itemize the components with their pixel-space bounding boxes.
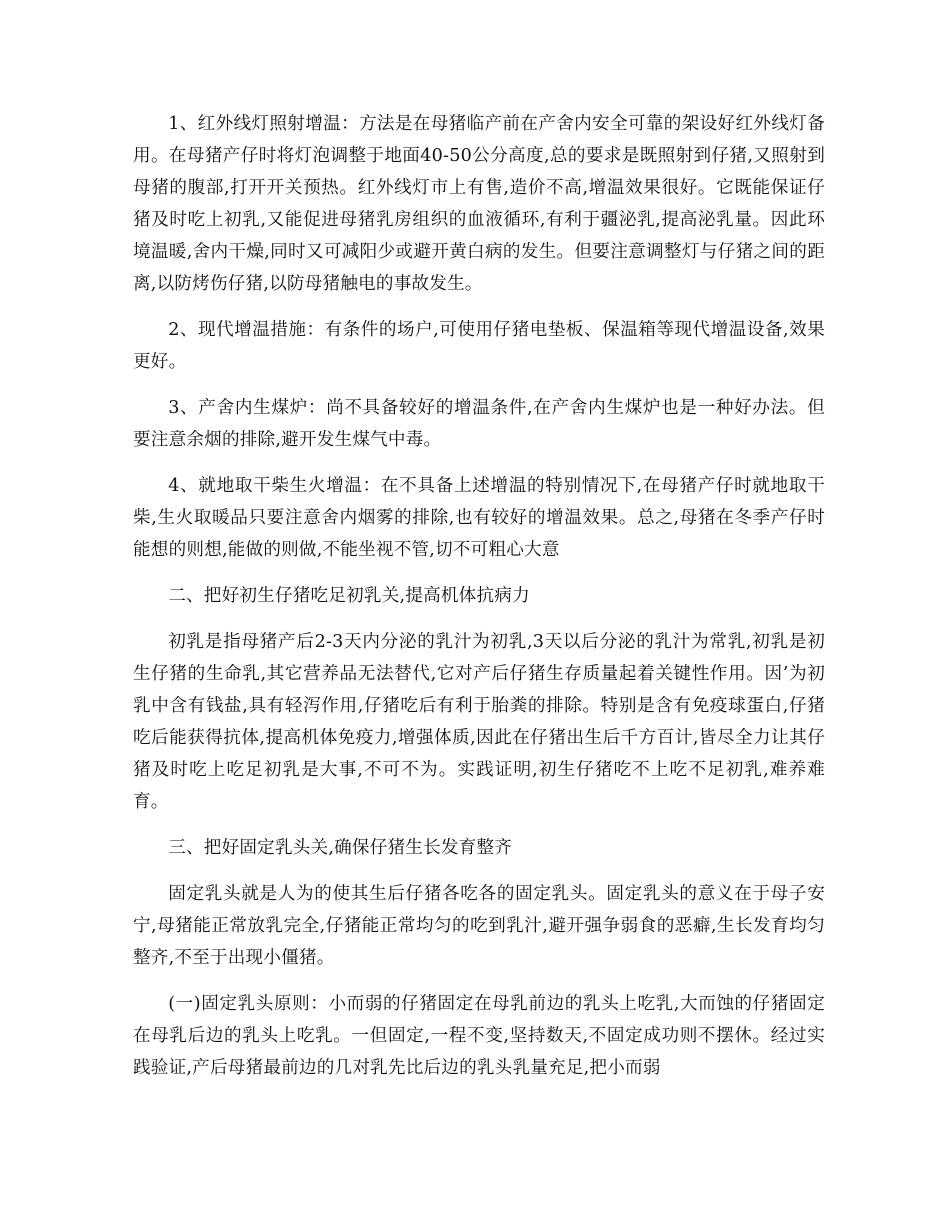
paragraph-infrared-heating: 1、红外线灯照射增温：方法是在母猪临产前在产舍内安全可靠的架设好红外线灯备用。在母猪产仔时将灯泡调整于地面40-50公分高度,总的要求是既照射到仔猪,又照射到母猪的腹部,打开开关预热。红外线灯市上有售,造价不高,增温效果很好。它既能保证仔猪及时吃上初乳,又能促进母猪乳房组织的血液循环,有利于疆泌乳,提高泌乳量。因此环境温暖,舍内干燥,同时又可减阳少或避开黄白病的发生。但要注意调整灯与仔猪之间的距离,以防烤伤仔猪,以防母猪触电的事故发生。 xyxy=(133,114,825,294)
section-heading-colostrum: 二、把好初生仔猪吃足初乳关,提高机体抗病力 xyxy=(168,586,530,606)
paragraph-fixed-teat: 固定乳头就是人为的使其生后仔猪各吃各的固定乳头。固定乳头的意义在于母子安宁,母猪能正常放乳完全,仔猪能正常均匀的吃到乳汁,避开强争弱食的恶癖,生长发育均匀整齐,不至于出现小僵猪。 xyxy=(133,884,825,968)
paragraph-modern-heating: 2、现代增温措施：有条件的场户,可使用仔猪电垫板、保温箱等现代增温设备,效果更好。 xyxy=(133,320,825,372)
paragraph-coal-stove: 3、产舍内生煤炉：尚不具备较好的增温条件,在产舍内生煤炉也是一种好办法。但要注意余烟的排除,避开发生煤气中毒。 xyxy=(133,398,825,450)
paragraph-fixed-teat-principle: (一)固定乳头原则：小而弱的仔猪固定在母乳前边的乳头上吃乳,大而蚀的仔猪固定在母乳后边的乳头上吃乳。一但固定,一程不变,坚持数天,不固定成功则不摆休。经过实践验证,产后母猪最前边的几对乳先比后边的乳头乳量充足,把小而弱 xyxy=(133,994,825,1078)
document-body xyxy=(133,108,825,1098)
paragraph-firewood-heating: 4、就地取干柴生火增温：在不具备上述增温的特别情况下,在母猪产仔时就地取干柴,生火取暖品只要注意舍内烟雾的排除,也有较好的增温效果。总之,母猪在冬季产仔时能想的则想,能做的则做,不能坐视不管,切不可粗心大意 xyxy=(133,476,825,560)
section-heading-fixed-teat: 三、把好固定乳头关,确保仔猪生长发育整齐 xyxy=(168,838,513,858)
paragraph-colostrum: 初乳是指母猪产后2-3天内分泌的乳汁为初乳,3天以后分泌的乳汁为常乳,初乳是初生仔猪的生命乳,其它营养品无法替代,它对产后仔猪生存质量起着关键性作用。因’为初乳中含有钱盐,具有轻泻作用,仔猪吃后有利于胎粪的排除。特别是含有免疫球蛋白,仔猪吃后能获得抗体,提高机体免疫力,增强体质,因此在仔猪出生后千方百计,皆尽全力让其仔猪及时吃上吃足初乳是大事,不可不为。实践证明,初生仔猪吃不上吃不足初乳,难养难育。 xyxy=(133,632,825,812)
